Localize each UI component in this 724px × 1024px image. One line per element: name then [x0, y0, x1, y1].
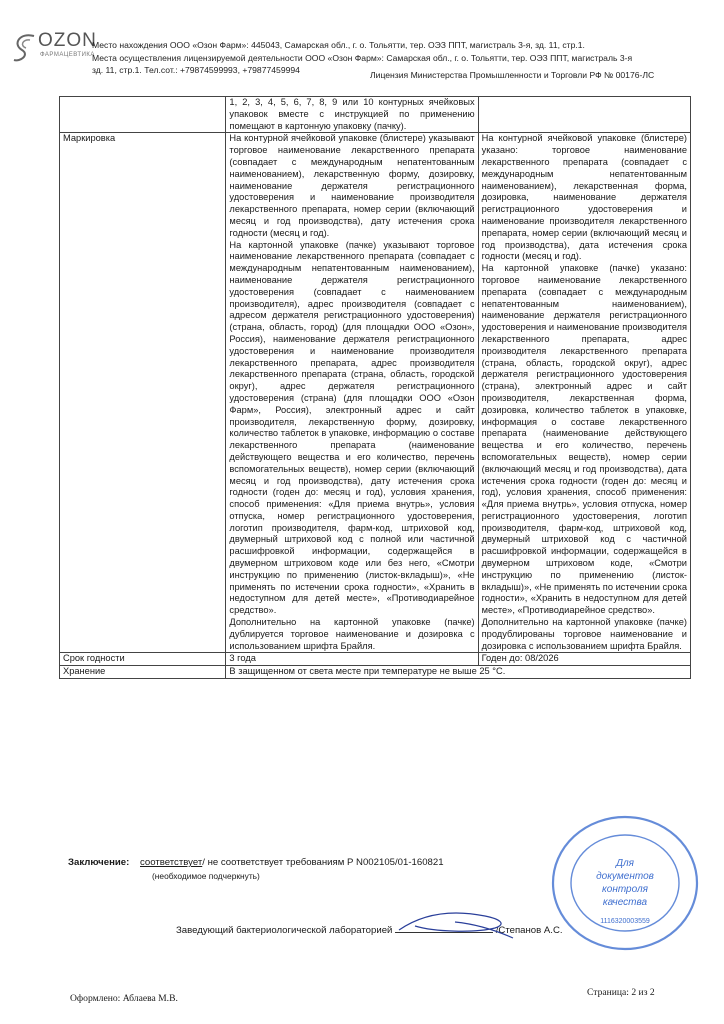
- conclusion-hint: (необходимое подчеркнуть): [152, 871, 260, 881]
- table-row-storage: [60, 666, 691, 679]
- header-address-line1: Место нахождения ООО «Озон Фарм»: 445043, Самарская обл., г. о. Тольятти, тер. ОЭЗ ППТ, магистраль 3-я, зд. 11, стр.1.: [92, 40, 585, 50]
- stamp-number: 1116320003559: [600, 918, 650, 925]
- spec-table: [59, 96, 691, 679]
- storage-label: Хранение: [60, 666, 226, 679]
- stamp-line4: качества: [602, 897, 648, 908]
- marking-spec: На контурной ячейковой упаковке (блистере) указывают торговое наименование лекарственного препарата (совпадает с международным непатентованным наименованием), лекарственную форму, дозировку, наименование держателя регистрационного удостоверения и наименование производителя лекарственного препарата, номер серии (включающий месяц и год производства), дату истечения срока годности (месяц и год). На картонной упаковке (пачке) указывают торговое наименование лекарственного препарата (совпадает с международным непатентованным наименованием), наименование держателя регистрационного удостоверения (совпадает с наименованием производителя), адрес производителя (совпадает с адресом держателя регистрационного удостоверения) (страна, область, город) (для площадки ООО «Озон», Россия), наименование держателя регистрационного удостоверения и наименование производителя лекарственного препарата, адрес производителя лекарственного препарата (страна, область, городской округ), адрес держателя регистрационного удостоверения (страна) (для площадки ООО «Озон Фарм», Россия), электронный адрес и сайт производителя, лекарственную форму, дозировку, количество таблеток в упаковке, информацию о составе лекарственного препарата (наименование действующего вещества и его количество, перечень вспомогательных веществ), номер серии (включающий месяц и год производства), дату истечения срока годности (годен до: месяц и год), условия хранения, способ применения: «Для приема внутрь», условия отпуска, номер регистрационного удостоверения, логотип производителя, фарм-код, штриховой код, двумерный штриховой код с полной или частичной расшифровкой информации, содержащейся в двумерном штриховом коде или без него, «Смотри инструкцию по применению (листок-вкладыш)», «Не применять по истечении срока годности», «Хранить в недоступном для детей месте», «Противодиарейное средство». Дополнительно на картонной упаковке (пачке) дублируется торговое наименование и дозировка с использованием шрифта Брайля.: [226, 133, 478, 653]
- stamp-line2: документов: [596, 871, 654, 882]
- header-address-line2: Места осуществления лицензируемой деятельности ООО «Озон Фарм»: Самарская обл., г. о. Тольятти, тер. ОЭЗ ППТ, магистраль 3-я: [92, 53, 633, 63]
- quality-control-stamp: [540, 808, 710, 958]
- stamp-line1: Для: [615, 858, 635, 869]
- footer-page-number: Страница: 2 из 2: [587, 987, 655, 998]
- header-license: Лицензия Министерства Промышленности и Торговли РФ № 00176-ЛС: [370, 70, 655, 80]
- logo-name: OZON: [38, 30, 97, 51]
- row0-label: [60, 97, 226, 133]
- marking-label: Маркировка: [60, 133, 226, 653]
- ozon-logo: [12, 30, 97, 75]
- shelf-life-label: Срок годности: [60, 653, 226, 666]
- table-row-marking: [60, 133, 691, 653]
- row0-spec: 1, 2, 3, 4, 5, 6, 7, 8, 9 или 10 контурных ячейковых упаковок вместе с инструкцией по применению помещают в картонную упаковку (пачку).: [226, 97, 478, 133]
- conclusion-label: Заключение:: [68, 857, 130, 868]
- header-address-line3: зд. 11, стр.1. Тел.сот.: +79874599993, +79877459994: [92, 65, 300, 75]
- table-row-packaging: [60, 97, 691, 133]
- stamp-line3: контроля: [602, 884, 648, 895]
- shelf-life-spec: 3 года: [226, 653, 478, 666]
- shelf-life-result: Годен до: 08/2026: [478, 653, 690, 666]
- signature-role: Заведующий бактериологической лабораторией: [176, 925, 393, 936]
- logo-subtitle: ФАРМАЦЕВТИКА: [40, 52, 95, 58]
- row0-result: [478, 97, 690, 133]
- storage-value: В защищенном от света месте при температуре не выше 25 °С.: [226, 666, 691, 679]
- marking-result: На контурной ячейковой упаковке (блистере) указано: торговое наименование лекарственного препарата (совпадает с международным непатентованным наименованием), лекарственная форма, дозировка, наименование держателя регистрационного удостоверения и наименование производителя лекарственного препарата, номер серии (включающий месяц и год производства), дата истечения срока годности (месяц и год). На картонной упаковке (пачке) указано: торговое наименование лекарственного препарата (совпадает с международным непатентованным наименованием), наименование держателя регистрационного удостоверения и наименование производителя лекарственного препарата, адрес производителя лекарственного препарата (страна, область, городской округ), адрес держателя регистрационного удостоверения (страна), электронный адрес и сайт производителя, лекарственная форма, дозировка, количество таблеток в упаковке, информация о составе лекарственного препарата (наименование действующего вещества и его количество, перечень вспомогательных веществ), номер серии (включающий месяц и год производства), дата истечения срока годности (годен до: месяц и год), условия хранения, способ применения: «Для приема внутрь», условия отпуска, номер регистрационного удостоверения, логотип производителя, фарм-код, штриховой код, двумерный штриховой код с частичной расшифровкой информации, содержащейся в двумерном штриховом коде, «Смотри инструкцию по применению (листок-вкладыш)», «Не применять по истечении срока годности», «Хранить в недоступном для детей месте», «Противодиарейное средство». Дополнительно на картонной упаковке (пачке) продублированы торговое наименование и дозировка с использованием шрифта Брайля.: [478, 133, 690, 653]
- conclusion: [68, 857, 444, 868]
- handwritten-signature: [395, 902, 517, 942]
- conclusion-chosen: соответствует: [140, 857, 203, 868]
- table-row-shelf-life: [60, 653, 691, 666]
- footer-prepared-by: Оформлено: Аблаева М.В.: [70, 993, 178, 1004]
- conclusion-rest: / не соответствует требованиям Р N002105/01-160821: [202, 857, 444, 868]
- signature-name: /Степанов А.С.: [495, 925, 563, 936]
